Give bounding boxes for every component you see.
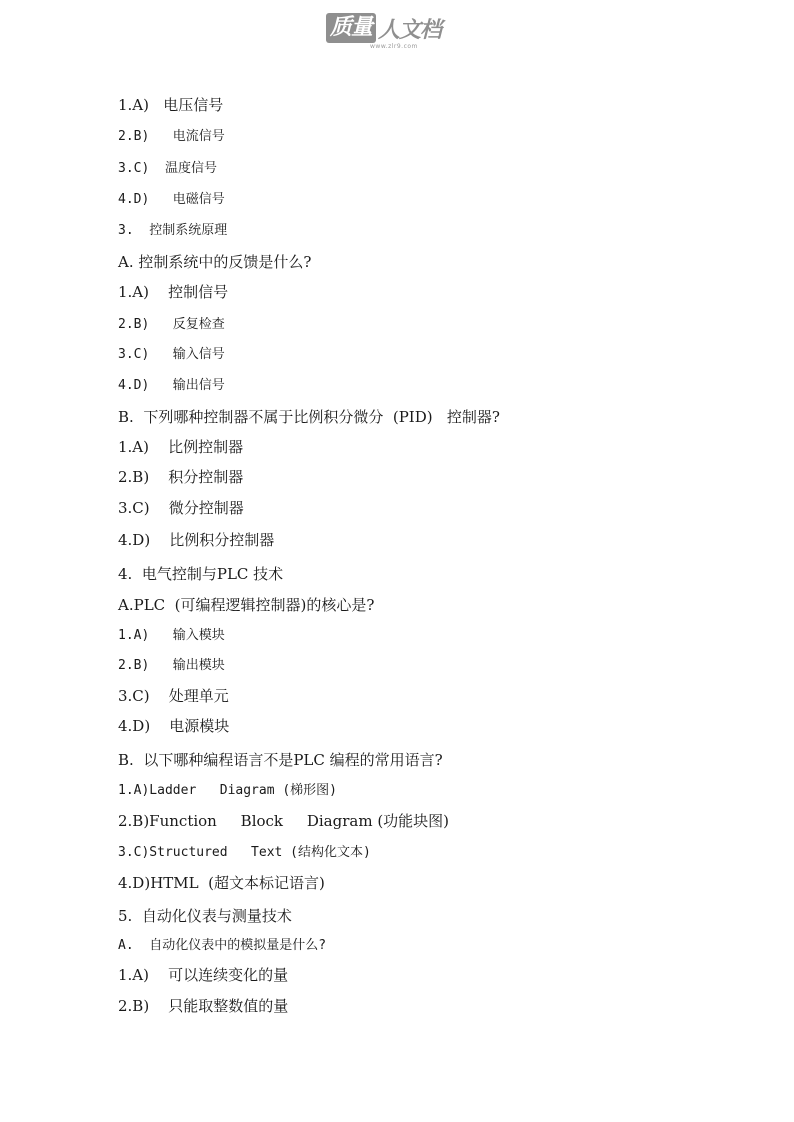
question-line: B. 下列哪种控制器不属于比例积分微分 (PID) 控制器?	[118, 408, 500, 426]
section-heading: 3. 控制系统原理	[118, 223, 228, 238]
option-line: 4.D) 比例积分控制器	[118, 531, 275, 549]
option-line: 2.B) 积分控制器	[118, 468, 244, 486]
question-line: A. 自动化仪表中的模拟量是什么?	[118, 938, 327, 953]
option-line: 4.D) 输出信号	[118, 378, 225, 393]
option-line: 1.A) 电压信号	[118, 96, 224, 114]
section-heading: 5. 自动化仪表与测量技术	[118, 907, 292, 925]
section-heading: 4. 电气控制与PLC 技术	[118, 565, 284, 583]
option-line: 2.B)Function Block Diagram (功能块图)	[118, 812, 450, 830]
option-line: 3.C) 处理单元	[118, 687, 229, 705]
question-line: A. 控制系统中的反馈是什么?	[118, 253, 312, 271]
option-line: 2.B) 反复检查	[118, 317, 225, 332]
watermark-logo	[326, 12, 466, 52]
option-line: 3.C) 输入信号	[118, 347, 225, 362]
watermark-rest-text: 人文档	[378, 17, 442, 43]
question-line: A.PLC (可编程逻辑控制器)的核心是?	[118, 596, 375, 614]
option-line: 2.B) 输出模块	[118, 658, 225, 673]
option-line: 1.A) 可以连续变化的量	[118, 966, 289, 984]
watermark-box-text: 质量	[326, 13, 376, 43]
option-line: 2.B) 只能取整数值的量	[118, 997, 289, 1015]
question-line: B. 以下哪种编程语言不是PLC 编程的常用语言?	[118, 751, 443, 769]
option-line: 3.C) 微分控制器	[118, 499, 244, 517]
option-line: 4.D) 电磁信号	[118, 192, 225, 207]
option-line: 4.D)HTML (超文本标记语言)	[118, 874, 325, 892]
option-line: 2.B) 电流信号	[118, 129, 225, 144]
watermark-url: www.zlr9.com	[370, 43, 418, 50]
option-line: 3.C)Structured Text (结构化文本)	[118, 845, 371, 860]
option-line: 4.D) 电源模块	[118, 717, 230, 735]
option-line: 3.C) 温度信号	[118, 161, 217, 176]
option-line: 1.A) 输入模块	[118, 628, 225, 643]
option-line: 1.A)Ladder Diagram (梯形图)	[118, 783, 338, 798]
option-line: 1.A) 比例控制器	[118, 438, 244, 456]
option-line: 1.A) 控制信号	[118, 283, 229, 301]
